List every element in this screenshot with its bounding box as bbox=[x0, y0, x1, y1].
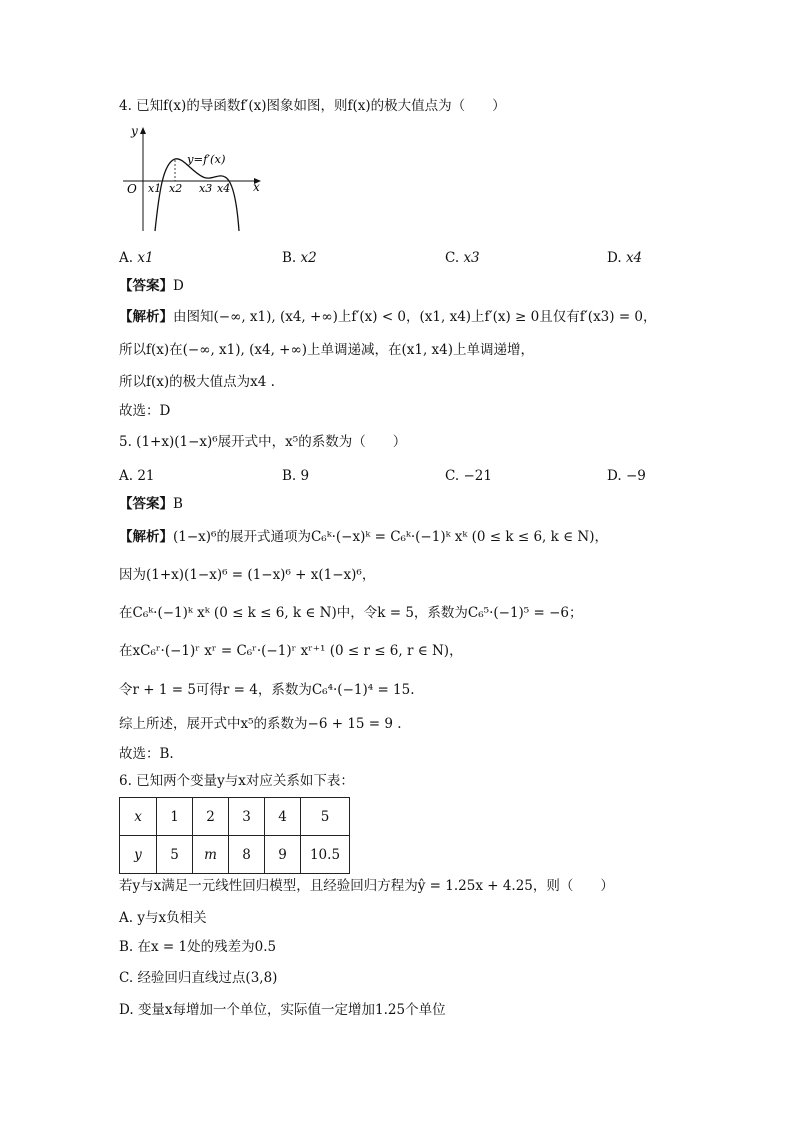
option-label: B. bbox=[282, 250, 297, 266]
table-cell: 9 bbox=[265, 836, 301, 874]
q5-analysis-line-2: 因为(1+x)(1−x)⁶ = (1−x)⁶ + x(1−x)⁶， bbox=[119, 567, 376, 583]
q6-option-b[interactable] bbox=[119, 937, 276, 957]
y-axis-label: y bbox=[131, 124, 138, 138]
option-label: C. bbox=[119, 970, 134, 986]
option-label: D. bbox=[607, 250, 622, 266]
table-cell: m bbox=[193, 836, 229, 874]
option-label: B. bbox=[282, 468, 297, 484]
table-cell: 4 bbox=[265, 798, 301, 836]
option-text: y与x负相关 bbox=[137, 910, 207, 926]
analysis-text: (1−x)⁶的展开式通项为C₆ᵏ·(−x)ᵏ = C₆ᵏ·(−1)ᵏ xᵏ (0 ≤ k ≤ 6, k ∈ N)， bbox=[173, 529, 608, 545]
table-cell: 8 bbox=[229, 836, 265, 874]
table-cell: 2 bbox=[193, 798, 229, 836]
option-label: A. bbox=[119, 910, 134, 926]
table-cell: 3 bbox=[229, 798, 265, 836]
q4-option-d[interactable] bbox=[607, 248, 642, 268]
option-label: D. bbox=[607, 468, 622, 484]
q5-analysis-line-1 bbox=[119, 527, 608, 547]
option-text: −21 bbox=[463, 468, 492, 484]
analysis-tag: 【解析】 bbox=[119, 309, 173, 325]
option-label: D. bbox=[119, 1002, 134, 1018]
option-text: 9 bbox=[300, 468, 310, 484]
q6-option-a[interactable] bbox=[119, 908, 207, 928]
q5-option-d[interactable] bbox=[607, 466, 646, 486]
table-row bbox=[120, 836, 350, 874]
question-5-stem: 5. (1+x)(1−x)⁶展开式中，x⁵的系数为（ ） bbox=[119, 434, 407, 450]
q5-analysis-line-6: 综上所述，展开式中x⁵的系数为−6 + 15 = 9 . bbox=[119, 716, 402, 732]
analysis-tag: 【解析】 bbox=[119, 529, 173, 545]
q5-conclusion: 故选：B. bbox=[119, 746, 174, 762]
q5-option-c[interactable] bbox=[445, 466, 492, 486]
values-table bbox=[119, 797, 350, 874]
q4-option-b[interactable] bbox=[282, 248, 317, 268]
answer-value: B bbox=[173, 496, 183, 512]
q4-answer bbox=[119, 276, 184, 296]
q4-conclusion: 故选：D bbox=[119, 403, 171, 419]
question-4-stem: 4. 已知f(x)的导函数f′(x)图象如图，则f(x)的极大值点为（ ） bbox=[119, 98, 506, 114]
option-label: A. bbox=[119, 250, 134, 266]
y-axis-arrow-icon bbox=[140, 127, 146, 134]
table-cell: 10.5 bbox=[301, 836, 350, 874]
answer-tag: 【答案】 bbox=[119, 278, 173, 294]
curve-label: y=f′(x) bbox=[187, 152, 226, 166]
q6-option-d[interactable] bbox=[119, 1000, 446, 1020]
option-text: x2 bbox=[300, 250, 317, 266]
question-6-stem: 6. 已知两个变量y与x对应关系如下表： bbox=[119, 773, 354, 789]
origin-label: O bbox=[127, 182, 137, 196]
option-text: 变量x每增加一个单位，实际值一定增加1.25个单位 bbox=[137, 1002, 446, 1018]
q4-option-c[interactable] bbox=[445, 248, 480, 268]
q5-option-a[interactable] bbox=[119, 466, 155, 486]
q4-analysis-line-2: 所以f(x)在(−∞, x1), (x4, +∞)上单调递减，在(x1, x4)上单调递增， bbox=[119, 342, 534, 358]
q5-answer bbox=[119, 494, 183, 514]
q5-analysis-line-5: 令r + 1 = 5可得r = 4，系数为C₆⁴·(−1)⁴ = 15. bbox=[119, 682, 415, 698]
option-text: 在x = 1处的残差为0.5 bbox=[137, 939, 277, 955]
analysis-text: 由图知(−∞, x1), (x4, +∞)上f′(x) < 0，(x1, x4)上f′(x) ≥ 0且仅有f′(x3) = 0， bbox=[173, 309, 657, 325]
option-text: x3 bbox=[463, 250, 480, 266]
table-cell: 5 bbox=[157, 836, 193, 874]
option-text: −9 bbox=[625, 468, 646, 484]
point-x3-label: x3 bbox=[199, 182, 213, 195]
option-text: x4 bbox=[625, 250, 643, 266]
table-cell: 5 bbox=[301, 798, 350, 836]
q6-option-c[interactable] bbox=[119, 968, 277, 988]
answer-tag: 【答案】 bbox=[119, 496, 173, 512]
q5-analysis-line-3: 在C₆ᵏ·(−1)ᵏ xᵏ (0 ≤ k ≤ 6, k ∈ N)中，令k = 5，系数为C₆⁵·(−1)⁵ = −6； bbox=[119, 605, 583, 621]
table-cell: x bbox=[120, 798, 157, 836]
table-row bbox=[120, 798, 350, 836]
q4-analysis-line-3: 所以f(x)的极大值点为x4 . bbox=[119, 374, 275, 390]
option-text: 21 bbox=[137, 468, 155, 484]
q5-option-b[interactable] bbox=[282, 466, 309, 486]
option-label: C. bbox=[445, 250, 460, 266]
point-x2-label: x2 bbox=[169, 182, 183, 195]
table-cell: y bbox=[120, 836, 157, 874]
x-axis-label: x bbox=[253, 180, 260, 194]
point-x1-label: x1 bbox=[148, 182, 162, 195]
option-label: C. bbox=[445, 468, 460, 484]
answer-value: D bbox=[173, 278, 184, 294]
option-text: x1 bbox=[137, 250, 154, 266]
q5-analysis-line-4: 在xC₆ʳ·(−1)ʳ xʳ = C₆ʳ·(−1)ʳ xʳ⁺¹ (0 ≤ r ≤ 6, r ∈ N)， bbox=[119, 643, 463, 659]
point-x4-label: x4 bbox=[217, 182, 231, 195]
q4-analysis-line-1 bbox=[119, 307, 657, 327]
q6-condition: 若y与x满足一元线性回归模型，且经验回归方程为ŷ = 1.25x + 4.25，则（ ） bbox=[119, 878, 614, 894]
option-label: A. bbox=[119, 468, 134, 484]
derivative-graph bbox=[119, 123, 269, 233]
q4-option-a[interactable] bbox=[119, 248, 154, 268]
option-label: B. bbox=[119, 939, 134, 955]
table-cell: 1 bbox=[157, 798, 193, 836]
option-text: 经验回归直线过点(3,8) bbox=[137, 970, 278, 986]
